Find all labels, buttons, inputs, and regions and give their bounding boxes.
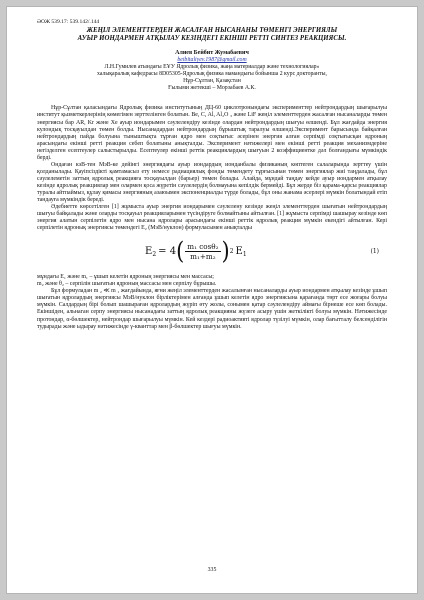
affiliation-line-1: Л.Н.Гумилев атындағы ЕҰУ Ядролық физика, жаңа материалдар және технологиялар» (104, 64, 320, 71)
udc-code: ӘОЖ 539.17: 539.142/.144 (37, 19, 100, 25)
page-number: 335 (207, 567, 217, 573)
author-name: Алиев Бейбит Жумабаевич (175, 50, 249, 57)
formula-fraction (185, 242, 220, 261)
paragraph-1: Нұр-Сұлтан қаласындағы Ядролық физика институтының ДЦ-60 циклотронындағы эксперименттер нейтрондардың шығарылуы институт қызметкерлерінің көмегімен зерттелінген болатын. Be, C, Al, Al₂O ₃ және LiF жеңіл элементтерден жасалған нысаналарды төмен энергиясы бар AR, Kr және Xe ауыр иондарымен сәулелендіру кезінде олардан нейтрондардың шығуы өлшенді. Бұл жағдайда энергия кулондық тосқауылдан төмен болды. Нысанадардан нейтрондардың бұрыштық таралуы өлшенді.Эксперимент барысында байқалған нейтрондардың пайда болуына тыныштықта тұрған ядро мен соқтығыс әсерінен энергия алған серпімді соқтығысқан ядроның арасындағы екінші ретті реакция себеп болатыны анықталды. Эксперимент нәтижелері мен екінші ретті реакция механизмдеріне негізделген есептеулер салыстырылды. Есептеулер екінші реттік реакциялардың шығуын 2 коэффициентке дәл болғандығы мүмкіндік берді. (37, 105, 387, 161)
formula-e2 (37, 239, 387, 269)
fraction-denominator: m₁+m₂ (190, 252, 216, 262)
author-email-link[interactable]: beibitaliyev.1987@gmail.com (177, 57, 247, 64)
supervisor: Ғылыми жетекші – Мoрзабаев А.К. (168, 85, 256, 92)
formula-exponent: 2 (229, 248, 234, 256)
paragraph-where-2: m₂ және θ₂ – серпілін шығатын ядроның массасы мен серпілу бұрышы. (37, 281, 217, 288)
paragraph-2: Ондаған кэВ-тен МэВ-ке дейінгі энергиядағы ауыр иондардың ионданбалы физиканың көптеген салаларында зерттеу үшін қолданылады. Қауіпсіздікті қамтамасыз ету немесе радиациялық фонды төмендету тұрғысынан төмен энергиялар жиі таңдалады, бұл сәулелеметін заттың ядролық реакцияға тосқауылдан (барьер) төмен болады. Алайда, мұндай таңдау кейде ауыр иондармен атқылау кезінде ядролық реакциялар мен олармен қоса жүретін сәулелердің болмауына кепілдік бермейді. Бұл жерде біз қарама-қарсы реакциялар туралы айтпаймыз, құлау қимасы энергияның азаюымен экспоненциалды түрде болады, бұл оны жанама әсерлері мүмкін болатындай етіп тандауға мүмкіндік береді. (37, 161, 387, 204)
author-location: Нұр-Сұлтан, Қазақстан (183, 78, 241, 85)
paragraph-3: Әдебиетте көрсетілген [1] жұмыста ауыр энергия иондарымен сәулелену кезінде жеңіл элементтерден шығатын нейтрондардың шығуы байқалады және оларды тосқауыл реакцияларымен түсіндіруге болмайтыны айтылған. [1] жұмыста серпімді шашырау кезінде көп энергия алатын серпілетін ядро мен нысана ядролары арасындағы екінші реттік ядролық реакция мүмкін екендігі айтылған. Кері серпілетін ядронық энергиясы төмендегі E₂ (МэВ/нуклон) формуласымен анықталды (37, 204, 387, 232)
title-line-1: ЖЕҢІЛ ЭЛЕМЕНТТЕРДЕН ЖАСАЛҒАН НЫСАНАНЫ ТӨМЕНГІ ЭНЕРГИЯЛЫ (86, 27, 338, 34)
equation-number: (1) (370, 248, 379, 256)
left-paren: ( (176, 237, 185, 265)
article-title (37, 27, 387, 43)
formula-lhs: $E_2$ (145, 245, 157, 258)
right-paren: ) (221, 237, 230, 265)
document-page (6, 6, 418, 594)
formula-expression (145, 237, 247, 265)
paragraph-4: Бұл формуладан m ₂ ≪ m ₁ жағдайында, яғни жеңіл элементтерден жасалынған нысаналарды ауыр иондармен атқылау кезінде ұшып шығатын ядролардың энергиясы МэВ/нуклон бірліктерімен алғанда ұшып келетін ядро энергиясына қарағанда төрт есе жоғары болуы мүмкін. Салдардың бірі болып шашыраған ядролардың жүріп өту жолы, сонымен қатар сәулелендіру аймағы бірнеше есе көп болады. Екіншіден, альнаган серпу энергиясы нысанадағы заттың ядролық реакцияны жүзеге асыру үшін жеткілікті болуы мүмкін. Нәтижесінде протондар, α-бөлшектер, нейтрондар шығарылуы мүмкін. Кей кездері радиоактивті ядролар түзілуі мүмкін, олар бағытталу белсенділігін тудырады және ыдырау нәтижесінде γ-кванттар мен β-бөлшектер шығуы мүмкін. (37, 288, 387, 330)
affiliation-line-2: халықаралық кафедрасы 8D05305-Ядролық физика мамандығы бойынша 2 курс докторанты, (97, 71, 327, 78)
paragraph-where-1: мұндағы E₁ және m₁ – ұшып келетін ядроның энергиясы мен массасы; (37, 274, 214, 281)
formula-coefficient: = 4 (158, 246, 177, 258)
formula-rhs: $E_1$ (235, 245, 247, 258)
title-line-2: АУЫР ИОНДАРМЕН АТҚЫЛАУ КЕЗІНДЕГІ ЕКІНШІ РЕТТІ СИНТЕЗ РЕАКЦИЯСЫ. (77, 35, 347, 43)
fraction-numerator: m₁ cosθ₂ (187, 242, 219, 252)
